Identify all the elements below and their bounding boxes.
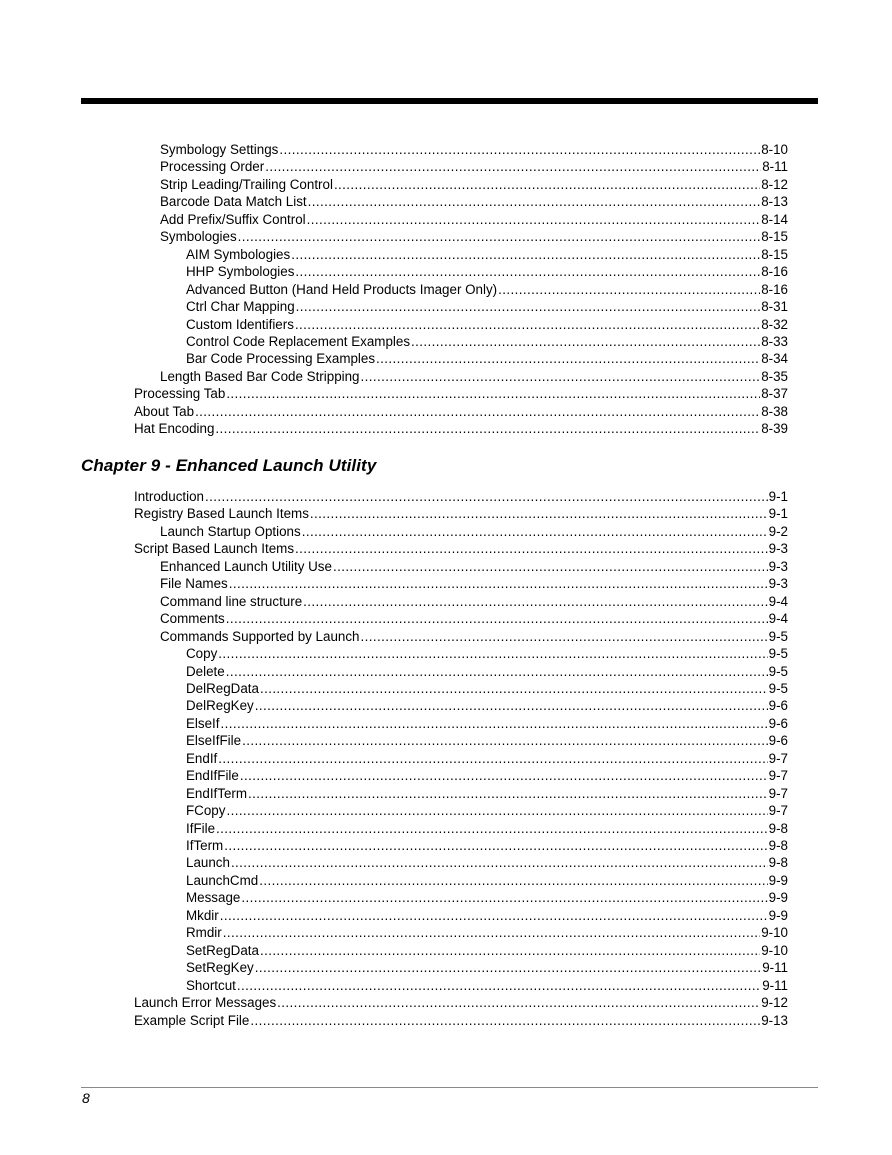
toc-entry[interactable] xyxy=(186,333,788,351)
toc-entry[interactable] xyxy=(186,820,788,838)
toc-entry-page: 8-34 xyxy=(761,351,788,367)
toc-entry-page: 8-16 xyxy=(761,264,788,280)
toc-entry-page: 8-15 xyxy=(761,229,788,245)
toc-entry-page: 9-1 xyxy=(768,489,788,504)
toc-entry-title: Shortcut xyxy=(186,977,236,993)
toc-entry-title: AIM Symbologies xyxy=(186,246,291,262)
dot-leader xyxy=(238,228,761,246)
toc-entry-page: 8-39 xyxy=(761,421,788,437)
dot-leader xyxy=(195,403,760,421)
dot-leader xyxy=(310,505,768,523)
toc-entry-title: LaunchCmd xyxy=(186,872,259,888)
toc-entry-title: Launch Error Messages xyxy=(134,995,277,1011)
toc-entry-title: IfFile xyxy=(186,820,216,836)
toc-entry-page: 8-37 xyxy=(761,386,788,402)
dot-leader xyxy=(226,802,767,820)
dot-leader xyxy=(303,593,767,611)
dot-leader xyxy=(223,924,760,942)
toc-entry-title: Script Based Launch Items xyxy=(134,541,295,557)
toc-entry-page: 9-9 xyxy=(768,872,788,888)
toc-entry-page: 9-5 xyxy=(768,628,788,644)
toc-entry-page: 9-7 xyxy=(768,750,788,766)
toc-entry-page: 9-5 xyxy=(768,646,788,662)
toc-entry[interactable] xyxy=(186,316,788,334)
dot-leader xyxy=(215,420,760,438)
toc-entry-page: 8-33 xyxy=(761,333,788,349)
toc-entry-page: 9-12 xyxy=(761,995,788,1011)
toc-entry[interactable] xyxy=(186,959,788,977)
dot-leader xyxy=(226,610,768,628)
dot-leader xyxy=(295,540,768,558)
toc-entry-page: 9-9 xyxy=(768,907,788,923)
dot-leader xyxy=(259,872,767,890)
dot-leader xyxy=(411,333,760,351)
toc-entry-title: Hat Encoding xyxy=(134,421,215,437)
chapter-heading: Chapter 9 - Enhanced Launch Utility xyxy=(81,456,377,475)
dot-leader xyxy=(279,141,760,159)
toc-entry-page: 8-15 xyxy=(761,246,788,262)
toc-entry-page: 8-32 xyxy=(761,316,788,332)
dot-leader xyxy=(255,959,761,977)
dot-leader xyxy=(333,558,768,576)
toc-entry[interactable] xyxy=(186,837,788,855)
toc-entry-title: Processing Tab xyxy=(134,386,226,402)
toc-entry[interactable] xyxy=(186,907,788,925)
toc-entry-title: IfTerm xyxy=(186,838,224,853)
toc-entry[interactable] xyxy=(186,645,788,663)
toc-entry[interactable] xyxy=(186,263,788,281)
dot-leader xyxy=(250,1012,760,1030)
dot-leader xyxy=(361,628,768,646)
dot-leader xyxy=(242,732,768,750)
dot-leader xyxy=(226,663,768,681)
toc-entry-page: 9-5 xyxy=(768,680,788,696)
toc-entry[interactable] xyxy=(186,715,788,733)
dot-leader xyxy=(260,942,760,960)
dot-leader xyxy=(241,889,767,907)
toc-entry-title: Delete xyxy=(186,663,225,679)
toc-entry-title: Control Code Replacement Examples xyxy=(186,333,411,349)
toc-entry-title: ElseIfFile xyxy=(186,733,242,749)
toc-entry-page: 9-7 xyxy=(768,768,788,784)
toc-entry[interactable] xyxy=(134,505,788,523)
dot-leader xyxy=(302,523,768,541)
toc-entry-title: Add Prefix/Suffix Control xyxy=(160,211,306,227)
dot-leader xyxy=(255,697,768,715)
header-rule xyxy=(81,98,818,104)
dot-leader xyxy=(265,158,761,176)
toc-entry[interactable] xyxy=(160,158,788,176)
toc-entry[interactable] xyxy=(186,350,788,368)
toc-entry-title: File Names xyxy=(160,576,228,592)
toc-entry-page: 9-10 xyxy=(761,942,788,958)
toc-entry[interactable] xyxy=(186,889,788,907)
toc-entry-title: SetRegData xyxy=(186,942,259,958)
toc-entry-title: Strip Leading/Trailing Control xyxy=(160,176,333,192)
dot-leader xyxy=(231,854,768,872)
footer-rule xyxy=(81,1087,818,1088)
toc-entry[interactable] xyxy=(134,540,788,558)
dot-leader xyxy=(334,176,760,194)
toc-entry[interactable] xyxy=(186,750,788,768)
toc-entry-title: Symbologies xyxy=(160,229,237,245)
toc-entry[interactable] xyxy=(160,211,788,229)
dot-leader xyxy=(224,837,767,855)
toc-entry-page: 9-9 xyxy=(768,890,788,906)
dot-leader xyxy=(277,994,760,1012)
dot-leader xyxy=(295,316,760,334)
toc-entry-title: Bar Code Processing Examples xyxy=(186,351,376,367)
toc-entry-page: 9-1 xyxy=(768,506,788,522)
toc-entry[interactable] xyxy=(160,558,788,576)
dot-leader xyxy=(296,298,761,316)
toc-entry-title: FCopy xyxy=(186,803,226,819)
toc-entry-page: 9-11 xyxy=(762,977,788,993)
dot-leader xyxy=(498,281,760,299)
toc-entry-page: 8-16 xyxy=(761,281,788,297)
toc-entry-page: 8-10 xyxy=(761,142,788,157)
dot-leader xyxy=(237,977,761,995)
toc-entry[interactable] xyxy=(186,872,788,890)
toc-entry[interactable] xyxy=(186,802,788,820)
toc-entry[interactable] xyxy=(134,403,788,421)
toc-entry-page: 9-8 xyxy=(768,838,788,853)
toc-entry-title: ElseIf xyxy=(186,715,220,731)
dot-leader xyxy=(218,645,767,663)
toc-entry-title: Enhanced Launch Utility Use xyxy=(160,558,332,574)
toc-entry[interactable] xyxy=(160,628,788,646)
toc-entry-title: DelRegKey xyxy=(186,698,254,714)
toc-entry-page: 8-38 xyxy=(761,403,788,419)
toc-entry[interactable] xyxy=(160,228,788,246)
dot-leader xyxy=(240,767,768,785)
toc-entry-page: 8-31 xyxy=(761,299,788,315)
toc-entry[interactable] xyxy=(186,732,788,750)
toc-entry-title: Message xyxy=(186,890,241,906)
toc-entry-title: Ctrl Char Mapping xyxy=(186,299,295,315)
toc-entry-page: 8-11 xyxy=(762,159,788,175)
toc-entry-title: Copy xyxy=(186,646,218,662)
toc-entry-page: 9-3 xyxy=(768,541,788,557)
toc-entry[interactable] xyxy=(160,141,788,159)
toc-entry-page: 8-13 xyxy=(761,194,788,210)
toc-entry[interactable] xyxy=(134,488,788,506)
dot-leader xyxy=(248,785,768,803)
toc-entry-title: Commands Supported by Launch xyxy=(160,628,360,644)
toc-entry-page: 8-14 xyxy=(761,211,788,227)
toc-entry[interactable] xyxy=(160,176,788,194)
toc-entry[interactable] xyxy=(134,994,788,1012)
toc-entry[interactable] xyxy=(160,523,788,541)
dot-leader xyxy=(295,263,760,281)
toc-entry-page: 9-3 xyxy=(768,558,788,574)
dot-leader xyxy=(216,820,768,838)
toc-entry-title: Command line structure xyxy=(160,593,303,609)
toc-entry-page: 9-10 xyxy=(761,925,788,941)
toc-entry[interactable] xyxy=(160,193,788,211)
toc-entry-title: Introduction xyxy=(134,489,204,504)
toc-entry[interactable] xyxy=(186,298,788,316)
page-number: 8 xyxy=(82,1090,90,1106)
dot-leader xyxy=(220,907,768,925)
toc-entry-title: Processing Order xyxy=(160,159,265,175)
toc-entry-page: 9-4 xyxy=(768,593,788,609)
toc-entry-title: About Tab xyxy=(134,403,195,419)
toc-entry-page: 9-8 xyxy=(768,820,788,836)
toc-entry-title: Launch Startup Options xyxy=(160,523,301,539)
toc-entry-title: EndIfFile xyxy=(186,768,239,784)
toc-entry-page: 9-11 xyxy=(762,960,788,976)
toc-entry-page: 9-3 xyxy=(768,576,788,592)
toc-entry-page: 9-8 xyxy=(768,855,788,871)
toc-entry[interactable] xyxy=(160,368,788,386)
toc-entry-title: Symbology Settings xyxy=(160,142,279,157)
toc-entry[interactable] xyxy=(186,767,788,785)
toc-entry[interactable] xyxy=(134,420,788,438)
toc-entry[interactable] xyxy=(134,1012,788,1030)
toc-entry-page: 8-12 xyxy=(761,176,788,192)
toc-entry[interactable] xyxy=(186,663,788,681)
toc-entry-title: Mkdir xyxy=(186,907,219,923)
toc-entry-page: 9-2 xyxy=(768,523,788,539)
toc-entry-title: Example Script File xyxy=(134,1012,250,1028)
dot-leader xyxy=(226,385,760,403)
toc-entry-title: HHP Symbologies xyxy=(186,264,295,280)
toc-entry[interactable] xyxy=(186,942,788,960)
toc-entry-page: 9-6 xyxy=(768,698,788,714)
dot-leader xyxy=(308,193,761,211)
toc-entry-title: Barcode Data Match List xyxy=(160,194,307,210)
toc-entry-title: EndIf xyxy=(186,750,218,766)
toc-entry-page: 9-7 xyxy=(768,785,788,801)
toc-entry-page: 9-4 xyxy=(768,611,788,627)
toc-entry-page: 9-6 xyxy=(768,715,788,731)
toc-entry-title: Length Based Bar Code Stripping xyxy=(160,368,360,384)
dot-leader xyxy=(229,575,768,593)
toc-entry[interactable] xyxy=(160,610,788,628)
toc-entry-page: 9-13 xyxy=(761,1012,788,1028)
toc-entry-title: Rmdir xyxy=(186,925,222,941)
toc-entry-page: 9-7 xyxy=(768,803,788,819)
toc-entry[interactable] xyxy=(186,785,788,803)
toc-entry-title: Comments xyxy=(160,611,225,627)
toc-entry-title: Launch xyxy=(186,855,230,871)
toc-entry[interactable] xyxy=(134,385,788,403)
toc-entry-page: 9-6 xyxy=(768,733,788,749)
toc-entry[interactable] xyxy=(186,680,788,698)
toc-entry-title: Advanced Button (Hand Held Products Imager Only) xyxy=(186,281,498,297)
dot-leader xyxy=(376,350,760,368)
toc-entry-title: DelRegData xyxy=(186,680,259,696)
toc-entry-title: Custom Identifiers xyxy=(186,316,294,332)
toc-entry[interactable] xyxy=(186,977,788,995)
dot-leader xyxy=(218,750,767,768)
dot-leader xyxy=(221,715,768,733)
toc-entry[interactable] xyxy=(186,854,788,872)
toc-entry-title: SetRegKey xyxy=(186,960,254,976)
toc-entry-title: EndIfTerm xyxy=(186,785,248,801)
toc-entry[interactable] xyxy=(186,924,788,942)
dot-leader xyxy=(361,368,761,386)
toc-entry-page: 8-35 xyxy=(761,368,788,384)
toc-entry[interactable] xyxy=(186,697,788,715)
dot-leader xyxy=(260,680,768,698)
toc-entry[interactable] xyxy=(186,246,788,264)
dot-leader xyxy=(205,488,768,506)
dot-leader xyxy=(291,246,760,264)
toc-entry-page: 9-5 xyxy=(768,663,788,679)
toc-entry[interactable] xyxy=(160,575,788,593)
toc-entry[interactable] xyxy=(160,593,788,611)
toc-entry[interactable] xyxy=(186,281,788,299)
toc-entry-title: Registry Based Launch Items xyxy=(134,506,309,522)
dot-leader xyxy=(307,211,761,229)
